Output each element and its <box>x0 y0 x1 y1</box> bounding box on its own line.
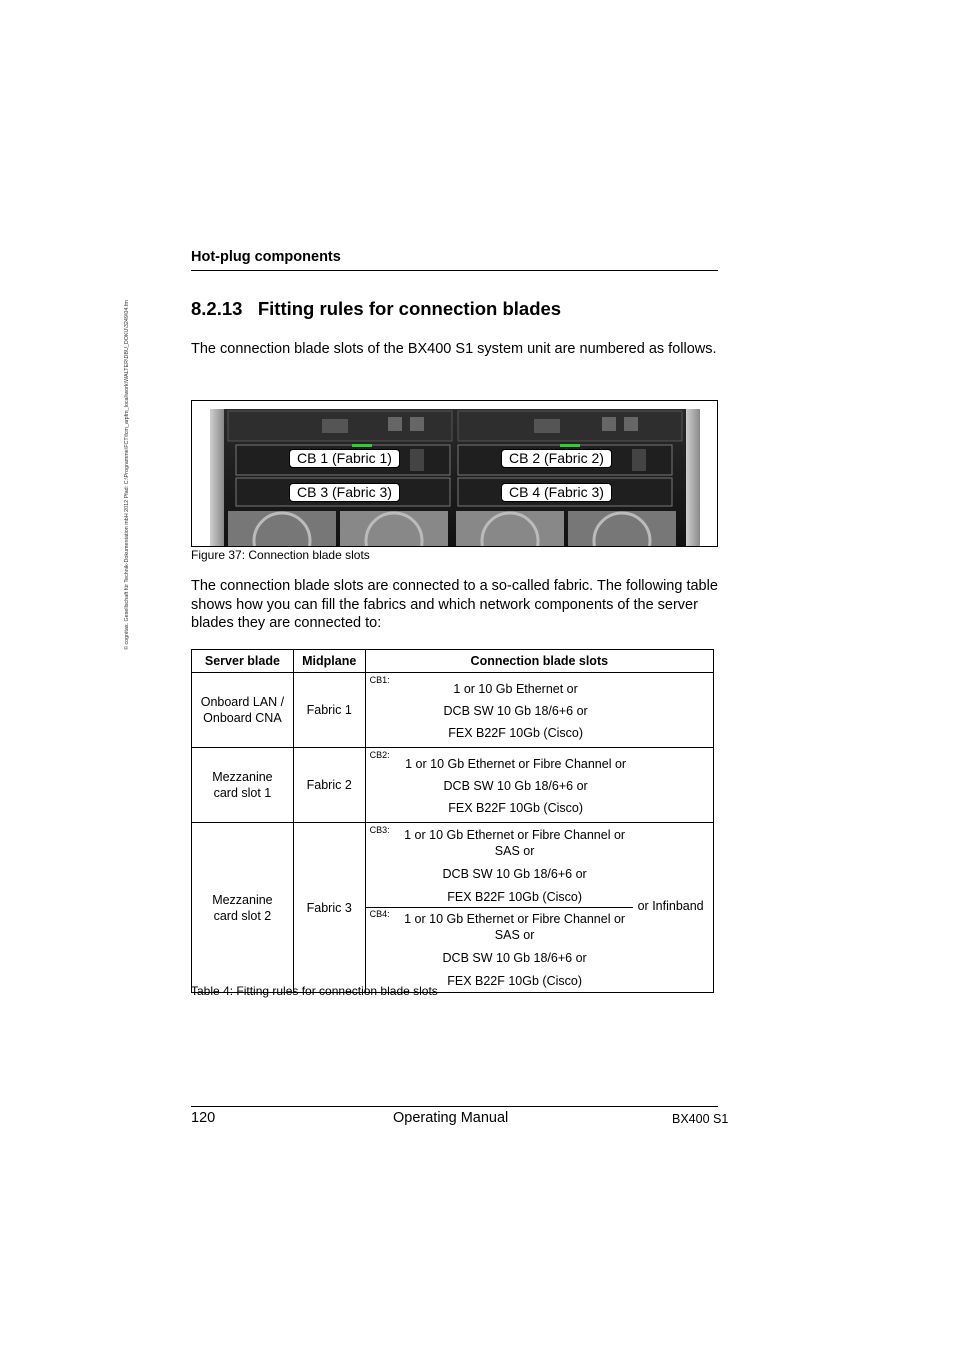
slot-line: 1 or 10 Gb Ethernet or <box>453 682 578 696</box>
table-caption: Table 4: Fitting rules for connection blade slots <box>191 984 438 998</box>
table-row <box>192 823 714 993</box>
slot-line: DCB SW 10 Gb 18/6+6 or <box>442 867 587 881</box>
header-rule <box>191 270 718 271</box>
header-midplane: Midplane <box>293 650 365 673</box>
section-heading: Fitting rules for connection blades <box>257 298 562 319</box>
document-type: Operating Manual <box>393 1110 509 1126</box>
section-number: 8.2.13 <box>191 298 243 319</box>
slot-line: 1 or 10 Gb Ethernet or Fibre Channel or SAS or <box>404 912 626 942</box>
server-blade-cell <box>192 823 294 993</box>
cb4-tag: CB4: <box>369 909 390 919</box>
slot-line: DCB SW 10 Gb 18/6+6 or <box>442 951 587 965</box>
slot-line: FEX B22F 10Gb (Cisco) <box>447 974 582 988</box>
midplane-cell: Fabric 1 <box>293 673 365 748</box>
slot-line: 1 or 10 Gb Ethernet or Fibre Channel or SAS or <box>404 828 626 858</box>
page-number: 120 <box>191 1110 216 1126</box>
slot-line: FEX B22F 10Gb (Cisco) <box>448 726 583 740</box>
connection-blade-figure <box>191 400 718 547</box>
slot-line: FEX B22F 10Gb (Cisco) <box>448 801 583 815</box>
midplane-cell: Fabric 3 <box>293 823 365 993</box>
section-title <box>191 298 561 320</box>
connection-slots-cell <box>365 823 713 993</box>
table-row <box>192 673 714 748</box>
table-header-row <box>192 650 714 673</box>
server-blade-cell <box>192 748 294 823</box>
table-row <box>192 748 714 823</box>
chassis-illustration <box>192 401 717 546</box>
header-server-blade: Server blade <box>192 650 294 673</box>
slot-tag: CB2: <box>369 750 390 760</box>
server-blade-text: Onboard LAN / Onboard CNA <box>200 695 285 725</box>
figure-caption: Figure 37: Connection blade slots <box>191 548 370 562</box>
fitting-rules-table <box>191 649 714 993</box>
footer-rule <box>191 1106 718 1107</box>
running-header: Hot-plug components <box>191 249 341 265</box>
product-name: BX400 S1 <box>672 1112 729 1126</box>
cb3-cb4-divider <box>366 907 633 908</box>
connection-slots-cell <box>365 748 713 823</box>
cb4-label: CB 4 (Fabric 3) <box>501 483 612 502</box>
connection-slots-cell <box>365 673 713 748</box>
server-blade-text: Mezzanine card slot 1 <box>212 770 273 800</box>
cb4-lines <box>400 911 630 989</box>
server-blade-text: Mezzanine card slot 2 <box>212 892 273 923</box>
slot-line: DCB SW 10 Gb 18/6+6 or <box>443 704 588 718</box>
slot-tag: CB1: <box>369 675 390 685</box>
cb3-tag: CB3: <box>369 825 390 835</box>
side-margin-note <box>120 240 134 650</box>
cb1-label: CB 1 (Fabric 1) <box>289 449 400 468</box>
side-note-text: © cognitas. Gesellschaft für Technik-Dokumentation mbH 2012 Pfad: C:\Programme\FCT\fcm_arpfm_local\work\WALTER\DBU_DOKU\3249\04.fm <box>124 300 130 650</box>
cb2-label: CB 2 (Fabric 2) <box>501 449 612 468</box>
fabric-paragraph: The connection blade slots are connected to a so-called fabric. The following table shows how you can fill the fabrics and which network components of the server blades they are connected to: <box>191 578 718 631</box>
midplane-cell: Fabric 2 <box>293 748 365 823</box>
intro-paragraph: The connection blade slots of the BX400 S1 system unit are numbered as follows. <box>191 341 717 357</box>
cb3-label: CB 3 (Fabric 3) <box>289 483 400 502</box>
cb3-lines <box>400 827 630 905</box>
header-connection-blade-slots: Connection blade slots <box>365 650 713 673</box>
slot-line: DCB SW 10 Gb 18/6+6 or <box>443 779 588 793</box>
server-blade-cell <box>192 673 294 748</box>
slot-line: 1 or 10 Gb Ethernet or Fibre Channel or <box>405 757 627 771</box>
slot-line: FEX B22F 10Gb (Cisco) <box>447 890 582 904</box>
infiniband-note: or Infinband <box>637 899 704 913</box>
